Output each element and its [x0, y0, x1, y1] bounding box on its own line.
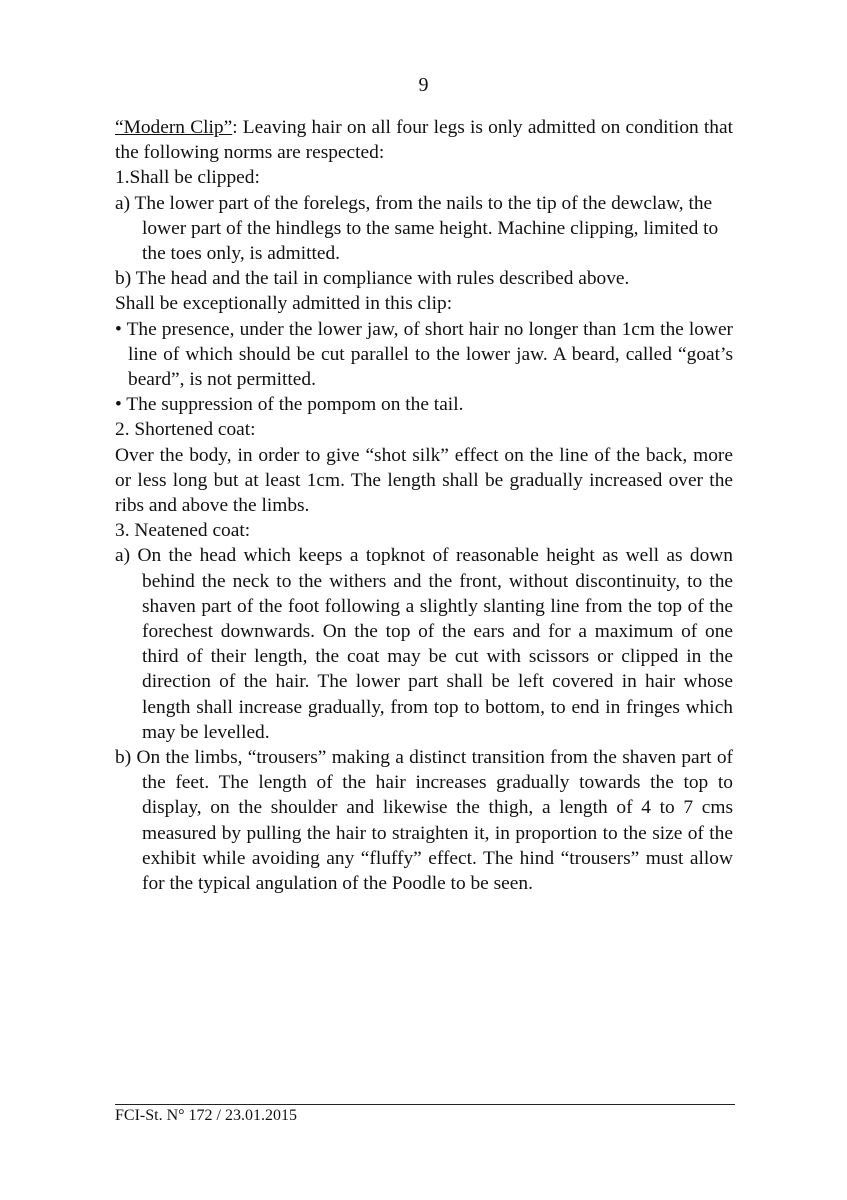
document-body — [115, 115, 733, 896]
bullet-icon: • — [115, 394, 122, 416]
intro-paragraph — [115, 115, 733, 165]
section-1-item-a: a) The lower part of the forelegs, from the nails to the tip of the dewclaw, the lower part of the hindlegs to the same height. Machine clipping, limited to the toes only, is admitted. — [115, 192, 719, 265]
modern-clip-term: “Modern Clip” — [115, 117, 233, 138]
exception-item-1 — [115, 317, 733, 393]
section-3-item-b: b) On the limbs, “trousers” making a distinct transition from the shaven part of the feet. The length of the hair increases gradually towards the top to display, on the shoulder and likewise the thigh, a length of 4 to 7 cms measured by pulling the hair to straighten it, in proportion to the size of the exhibit while avoiding any “fluffy” effect. The hind “trousers” must allow for the typical angulation of the Poodle to be seen. — [115, 747, 733, 895]
bullet-icon: • — [115, 318, 122, 340]
section-3-heading: 3. Neatened coat: — [115, 520, 251, 542]
section-2-text: Over the body, in order to give “shot silk” effect on the line of the back, more or less long but at least 1cm. The length shall be gradually increased over the ribs and above the limbs. — [115, 444, 733, 517]
section-1-heading: 1.Shall be clipped: — [115, 167, 260, 189]
page-number: 9 — [418, 74, 429, 96]
section-3-item-a: a) On the head which keeps a topknot of reasonable height as well as down behind the neck to the withers and the front, without discontinuity, to the shaven part of the foot following a slightly slanting line from the top of the forechest downwards. On the top of the ears and for a maximum of one third of their length, the coat may be cut with scissors or clipped in the direction of the hair. The lower part shall be left covered in hair whose length shall increase gradually, from top to bottom, to end in fringes which may be levelled. — [115, 545, 733, 743]
exception-item-2-text: The suppression of the pompom on the tail. — [126, 394, 464, 416]
section-1-item-b: b) The head and the tail in compliance with rules described above. — [115, 268, 630, 290]
footer-reference: FCI-St. N° 172 / 23.01.2015 — [115, 1107, 297, 1124]
footer-divider — [115, 1104, 735, 1105]
exception-item-1-text: The presence, under the lower jaw, of short hair no longer than 1cm the lower line of which should be cut parallel to the lower jaw. A beard, called “goat’s beard”, is not permitted. — [126, 318, 734, 391]
section-2-heading: 2. Shortened coat: — [115, 419, 256, 441]
exception-item-2 — [115, 392, 733, 417]
intro-text: : Leaving hair on all four legs is only admitted on condition that the following norms are respected: — [115, 117, 733, 164]
exceptions-heading: Shall be exceptionally admitted in this clip: — [115, 293, 453, 315]
